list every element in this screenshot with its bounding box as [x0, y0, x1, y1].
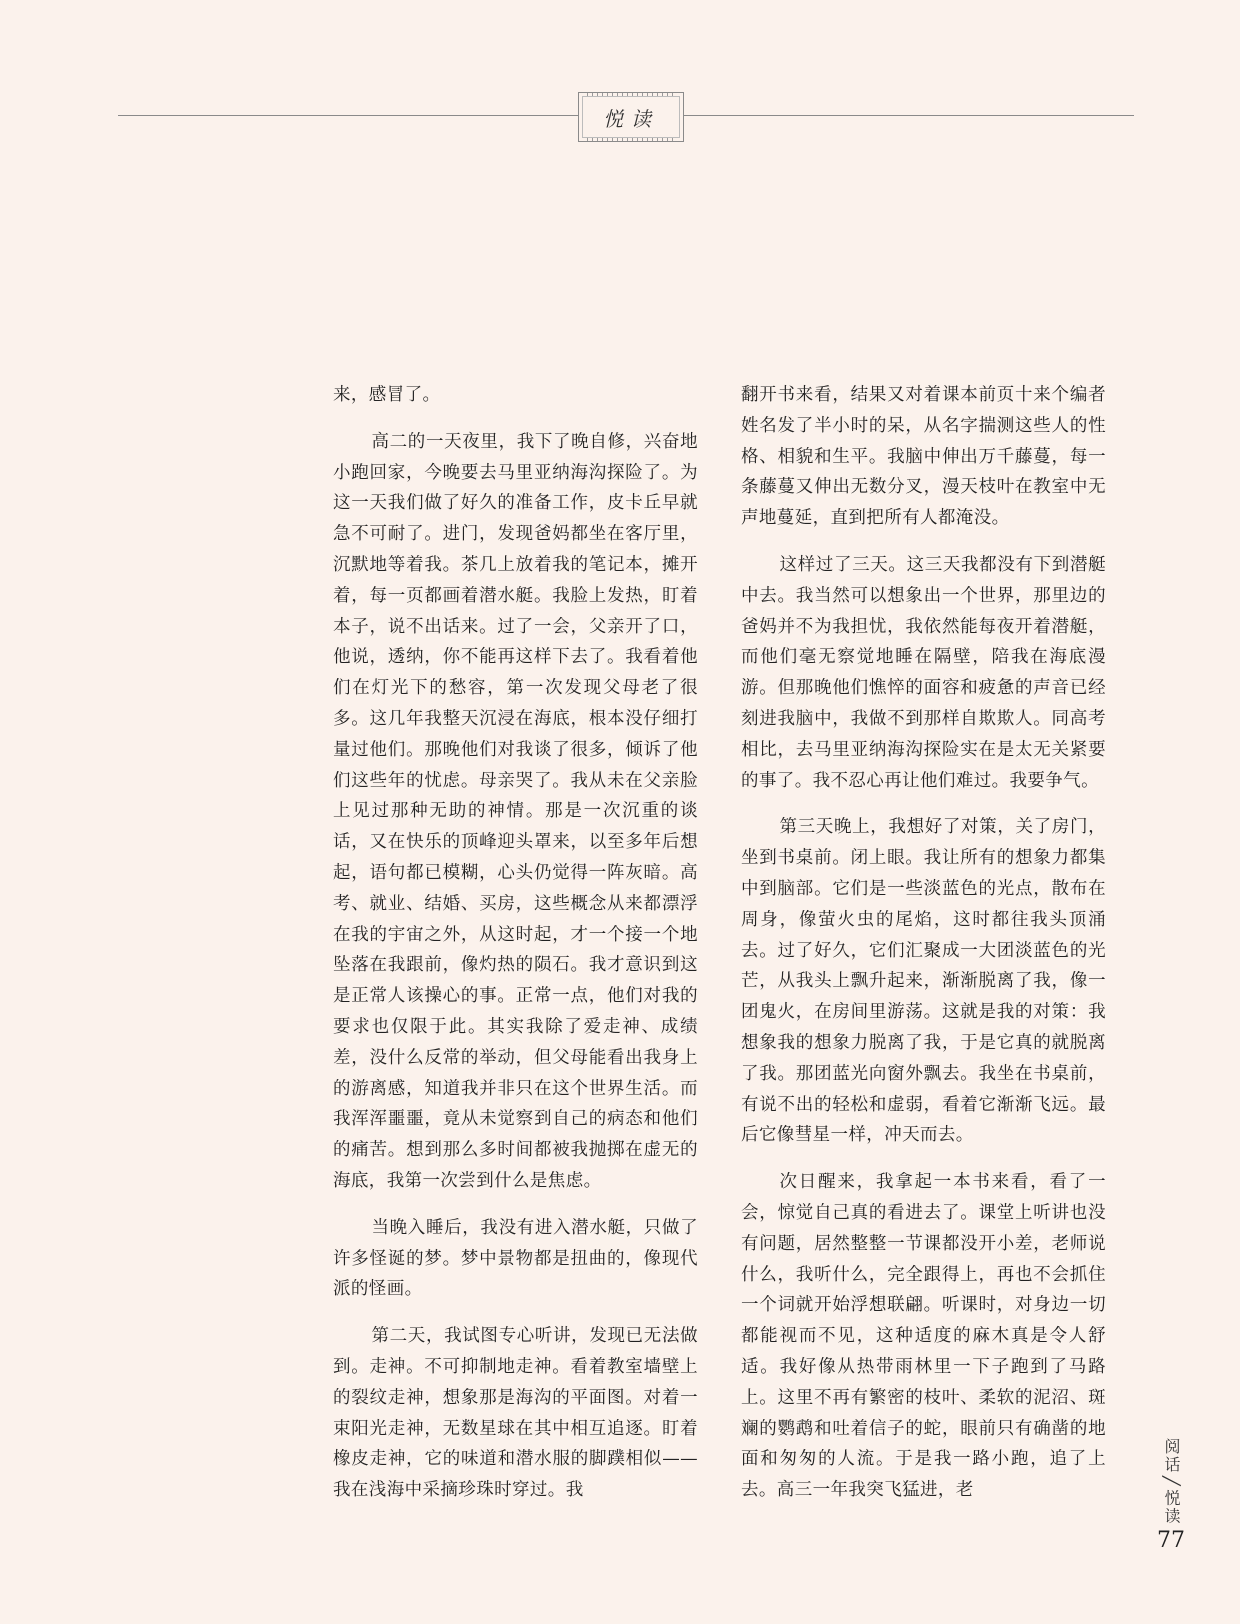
section-name: 悦读 — [1162, 1489, 1181, 1526]
paragraph: 第二天，我试图专心听讲，发现已无法做到。走神。不可抑制地走神。看着教室墙壁上的裂纹走神，想象那是海沟的平面图。对着一束阳光走神，无数星球在其中相互追逐。盯着橡皮走神，它的味道和潜水服的脚蹼相似——我在浅海中采摘珍珠时穿过。我 — [333, 1326, 698, 1501]
label-separator: ╱ — [1162, 1476, 1181, 1488]
paragraph: 高二的一天夜里，我下了晚自修，兴奋地小跑回家，今晚要去马里亚纳海沟探险了。为这一天我们做了好久的准备工作，皮卡丘早就急不可耐了。进门，发现爸妈都坐在客厅里，沉默地等着我。茶几上放着我的笔记本，摊开着，每一页都画着潜水艇。我脸上发热，盯着本子，说不出话来。过了一会，父亲开了口，他说，透纳，你不能再这样下去了。我看着他们在灯光下的愁容，第一次发现父母老了很多。这几年我整天沉浸在海底，根本没仔细打量过他们。那晚他们对我谈了很多，倾诉了他们这些年的忧虑。母亲哭了。我从未在父亲脸上见过那种无助的神情。那是一次沉重的谈话，又在快乐的顶峰迎头罩来，以至多年后想起，语句都已模糊，心头仍觉得一阵灰暗。高考、就业、结婚、买房，这些概念从来都漂浮在我的宇宙之外，从这时起，才一个接一个地坠落在我跟前，像灼热的陨石。我才意识到这是正常人该操心的事。正常一点，他们对我的要求也仅限于此。其实我除了爱走神、成绩差，没什么反常的举动，但父母能看出我身上的游离感，知道我并非只在这个世界生活。而我浑浑噩噩，竟从未觉察到自己的病态和他们的痛苦。想到那么多时间都被我抛掷在虚无的海底，我第一次尝到什么是焦虑。 — [333, 431, 698, 1191]
text-column-left — [333, 380, 698, 1522]
page-number: 77 — [1157, 1528, 1185, 1553]
paragraph: 翻开书来看，结果又对着课本前页十来个编者姓名发了半小时的呆，从名字揣测这些人的性格、相貌和生平。我脑中伸出万千藤蔓，每一条藤蔓又伸出无数分叉，漫天枝叶在教室中无声地蔓延，直到把所有人都淹没。 — [741, 385, 1106, 529]
header-box-ornament-top — [587, 93, 675, 96]
paragraph: 当晚入睡后，我没有进入潜水艇，只做了许多怪诞的梦。梦中景物都是扭曲的，像现代派的怪画。 — [333, 1217, 698, 1300]
text-column-right — [741, 380, 1106, 1522]
header-box-ornament-bottom — [587, 138, 675, 141]
section-title: 悦读 — [603, 106, 659, 131]
magazine-name: 阅话 — [1162, 1438, 1181, 1474]
paragraph: 第三天晚上，我想好了对策，关了房门，坐到书桌前。闭上眼。我让所有的想象力都集中到脑部。它们是一些淡蓝色的光点，散布在周身，像萤火虫的尾焰，这时都往我头顶涌去。过了好久，它们汇聚成一大团淡蓝色的光芒，从我头上飘升起来，渐渐脱离了我，像一团鬼火，在房间里游荡。这就是我的对策：我想象我的想象力脱离了我，于是它真的就脱离了我。那团蓝光向窗外飘去。我坐在书桌前，有说不出的轻松和虚弱，看着它渐渐飞远。最后它像彗星一样，冲天而去。 — [741, 817, 1106, 1146]
paragraph: 这样过了三天。这三天我都没有下到潜艇中去。我当然可以想象出一个世界，那里边的爸妈并不为我担忧，我依然能每夜开着潜艇，而他们毫无察觉地睡在隔壁，陪我在海底漫游。但那晚他们憔悴的面容和疲惫的声音已经刻进我脑中，我做不到那样自欺欺人。同高考相比，去马里亚纳海沟探险实在是太无关紧要的事了。我不忍心再让他们难过。我要争气。 — [741, 554, 1106, 791]
paragraph: 次日醒来，我拿起一本书来看，看了一会，惊觉自己真的看进去了。课堂上听讲也没有问题，居然整整一节课都没开小差，老师说什么，我听什么，完全跟得上，再也不会抓住一个词就开始浮想联翩。听课时，对身边一切都能视而不见，这种适度的麻木真是令人舒适。我好像从热带雨林里一下子跑到了马路上。这里不再有繁密的枝叶、柔软的泥沼、斑斓的鹦鹉和吐着信子的蛇，眼前只有确凿的地面和匆匆的人流。于是我一路小跑，追了上去。高三一年我突飞猛进，老 — [741, 1172, 1106, 1501]
paragraph: 来，感冒了。 — [333, 385, 441, 405]
running-section-label — [1160, 1438, 1183, 1526]
section-header-box — [578, 92, 684, 142]
